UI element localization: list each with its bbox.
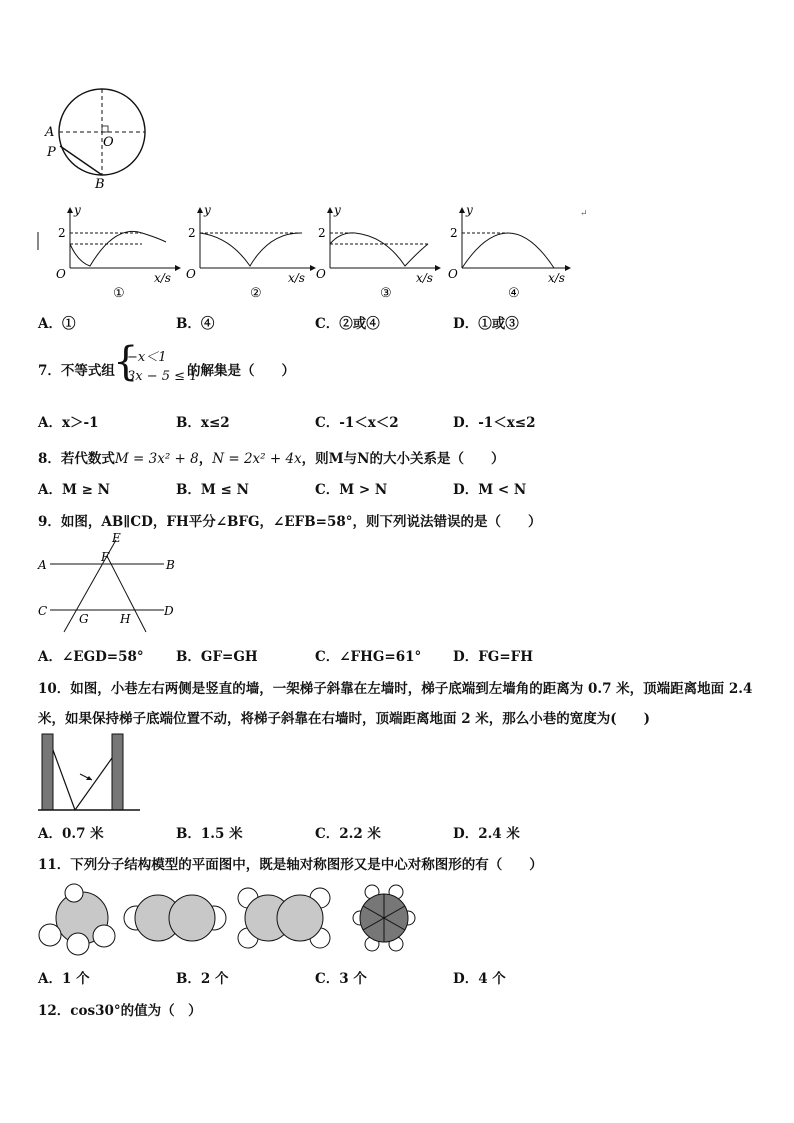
axis-y: y (334, 203, 341, 217)
graph-2 (186, 203, 315, 301)
molecule-3 (238, 888, 330, 948)
label-H: H (120, 612, 131, 626)
q7-inequality-1: −x＜1 (127, 350, 167, 365)
tick-2: 2 (318, 226, 326, 240)
axis-o: O (56, 267, 66, 281)
graph-label-4: ④ (508, 286, 520, 301)
q9-question: 9．如图，AB∥CD，FH平分∠BFG，∠EFB=58°，则下列说法错误的是（ ） (38, 514, 542, 530)
q8-option-d[interactable]: D．M < N (453, 482, 527, 498)
axis-y: y (204, 203, 211, 217)
alley-ladder-figure (38, 730, 142, 814)
svg-text:↵: ↵ (580, 209, 588, 219)
label-A: A (45, 125, 55, 140)
tick-2: 2 (188, 226, 196, 240)
q9-option-d[interactable]: D．FG=FH (453, 649, 533, 665)
q7-option-c[interactable]: C．-1＜x＜2 (315, 415, 399, 431)
label-B: B (95, 177, 105, 192)
q11-question: 11．下列分子结构模型的平面图中，既是轴对称图形又是中心对称图形的有（ ） (38, 857, 543, 873)
label-P: P (47, 145, 56, 160)
q11-option-b[interactable]: B．2 个 (176, 971, 229, 987)
q8-n-expr: N = 2x² + 4x (212, 451, 302, 467)
q8-prefix: 8．若代数式 (38, 451, 115, 467)
q6-option-a[interactable]: A．① (38, 316, 76, 332)
q8-option-c[interactable]: C．M > N (315, 482, 388, 498)
q8-suffix: ，则M与N的大小关系是（ ） (301, 451, 505, 467)
axis-o: O (448, 267, 458, 281)
label-G: G (79, 612, 89, 626)
q12-question: 12．cos30°的值为（ ） (38, 1003, 202, 1019)
q11-option-a[interactable]: A．1 个 (38, 971, 90, 987)
q8-sep: ， (198, 451, 213, 467)
q10-option-b[interactable]: B．1.5 米 (176, 826, 243, 842)
q10-question-line1: 10．如图，小巷左右两侧是竖直的墙，一架梯子斜靠在左墙时，梯子底端到左墙角的距离为 0.7 米，顶端距离地面 2.4 (38, 681, 753, 697)
label-E: E (112, 532, 121, 545)
parallel-lines-figure (36, 532, 186, 637)
molecule-2 (124, 895, 226, 941)
q6-option-b[interactable]: B．④ (176, 316, 215, 332)
graphs-figure (30, 202, 590, 302)
molecule-1 (39, 884, 115, 955)
label-F: F (101, 550, 110, 564)
q10-option-a[interactable]: A．0.7 米 (38, 826, 104, 842)
q8-option-a[interactable]: A．M ≥ N (38, 482, 110, 498)
q10-question-line2: 米，如果保持梯子底端位置不动，将梯子斜靠在右墙时，顶端距离地面 2 米，那么小巷的宽度为( ) (38, 711, 651, 727)
label-B: B (166, 558, 175, 572)
q10-option-d[interactable]: D．2.4 米 (453, 826, 520, 842)
tick-2: 2 (450, 226, 458, 240)
q7-option-b[interactable]: B．x≤2 (176, 415, 230, 431)
tick-2: 2 (58, 226, 66, 240)
q7-inequality-2: 3x − 5 ≤ 1 (127, 369, 198, 384)
q10-option-c[interactable]: C．2.2 米 (315, 826, 381, 842)
q7-brace: { (113, 339, 139, 385)
axis-x: x/s (288, 271, 305, 285)
graph-label-3: ③ (380, 286, 392, 301)
axis-o: O (316, 267, 326, 281)
label-D: D (164, 604, 174, 618)
q7-option-d[interactable]: D．-1＜x≤2 (453, 415, 536, 431)
graph-label-1: ① (113, 286, 125, 301)
graph-3 (316, 203, 440, 301)
q7-option-a[interactable]: A．x＞-1 (38, 415, 99, 431)
q6-option-c[interactable]: C．②或④ (315, 316, 380, 332)
q9-option-c[interactable]: C．∠FHG=61° (315, 649, 422, 665)
axis-y: y (466, 203, 473, 217)
q8-m-expr: M = 3x² + 8 (114, 451, 199, 467)
molecule-4 (353, 885, 415, 951)
q11-option-d[interactable]: D．4 个 (453, 971, 506, 987)
circle-figure (40, 86, 152, 196)
graph-1 (56, 203, 180, 301)
axis-x: x/s (154, 271, 171, 285)
molecule-models-figure (34, 880, 434, 960)
axis-y: y (74, 203, 81, 217)
graph-label-2: ② (250, 286, 262, 301)
label-O: O (103, 135, 114, 150)
q9-option-a[interactable]: A．∠EGD=58° (38, 649, 144, 665)
graph-4 (448, 203, 570, 301)
q8-question (38, 447, 504, 467)
label-A: A (38, 558, 47, 572)
q8-option-b[interactable]: B．M ≤ N (176, 482, 249, 498)
axis-x: x/s (416, 271, 433, 285)
axis-o: O (186, 267, 196, 281)
axis-x: x/s (548, 271, 565, 285)
q7-suffix: 的解集是（ ） (187, 363, 295, 379)
q9-option-b[interactable]: B．GF=GH (176, 649, 258, 665)
q11-option-c[interactable]: C．3 个 (315, 971, 367, 987)
q7-prefix: 7．不等式组 (38, 363, 115, 379)
label-C: C (38, 604, 48, 618)
q6-option-d[interactable]: D．①或③ (453, 316, 519, 332)
